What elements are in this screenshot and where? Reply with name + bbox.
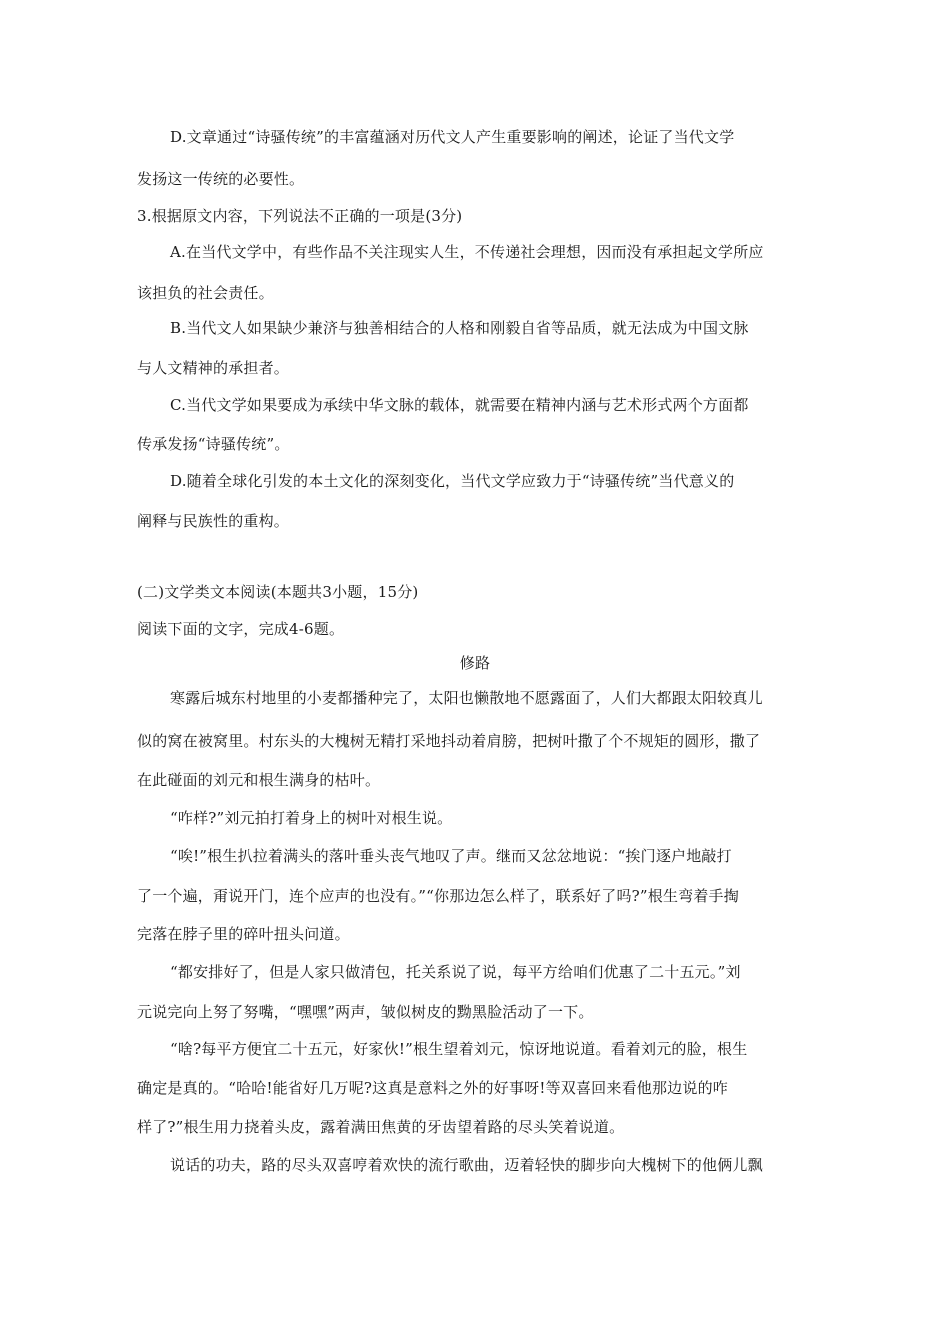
q3-option-a-line-2: 该担负的社会责任。	[137, 284, 274, 302]
story-paragraph-line: 元说完向上努了努嘴，“嘿嘿”两声，皱似树皮的黝黑脸活动了一下。	[137, 1003, 594, 1021]
story-paragraph-line: “唉!”根生扒拉着满头的落叶垂头丧气地叹了声。继而又忿忿地说：“挨门逐户地敲打	[170, 847, 732, 865]
option-d-line-2: 发扬这一传统的必要性。	[137, 170, 305, 188]
story-paragraph-line: “啥?每平方便宜二十五元，好家伙!”根生望着刘元，惊讶地说道。看着刘元的脸，根生	[170, 1040, 748, 1058]
story-paragraph-line: 说话的功夫，路的尽头双喜哼着欢快的流行歌曲，迈着轻快的脚步向大槐树下的他俩儿飘	[170, 1156, 763, 1174]
section-heading: (二)文学类文本阅读(本题共3小题，15分)	[137, 583, 419, 601]
question-3-stem: 3.根据原文内容，下列说法不正确的一项是(3分)	[137, 207, 463, 225]
q3-option-c-line-1: C.当代文学如果要成为承续中华文脉的载体，就需要在精神内涵与艺术形式两个方面都	[170, 396, 749, 414]
q3-option-d-line-2: 阐释与民族性的重构。	[137, 512, 290, 530]
q3-option-c-line-2: 传承发扬“诗骚传统”。	[137, 435, 290, 453]
q3-option-d-line-1: D.随着全球化引发的本土文化的深刻变化，当代文学应致力于“诗骚传统”当代意义的	[170, 472, 735, 490]
story-paragraph-line: 确定是真的。“哈哈!能省好几万呢?这真是意料之外的好事呀!等双喜回来看他那边说的咋	[137, 1079, 728, 1097]
story-paragraph-line: 完落在脖子里的碎叶扭头问道。	[137, 925, 350, 943]
story-paragraph-line: 样了?”根生用力挠着头皮，露着满田焦黄的牙齿望着路的尽头笑着说道。	[137, 1118, 625, 1136]
story-title: 修路	[459, 654, 491, 672]
story-paragraph-line: 了一个遍，甭说开门，连个应声的也没有。”“你那边怎么样了，联系好了吗?”根生弯着手掏	[137, 887, 739, 905]
story-paragraph-line: 似的窝在被窝里。村东头的大槐树无精打采地抖动着肩膀，把树叶撒了个不规矩的圆形，撒了	[137, 732, 761, 750]
q3-option-b-line-2: 与人文精神的承担者。	[137, 359, 290, 377]
reading-instruction: 阅读下面的文字，完成4-6题。	[137, 620, 345, 638]
q3-option-b-line-1: B.当代文人如果缺少兼济与独善相结合的人格和刚毅自省等品质，就无法成为中国文脉	[170, 319, 749, 337]
q3-option-a-line-1: A.在当代文学中，有些作品不关注现实人生，不传递社会理想，因而没有承担起文学所应	[170, 243, 764, 261]
story-paragraph-line: 寒露后城东村地里的小麦都播种完了，太阳也懒散地不愿露面了，人们大都跟太阳较真儿	[170, 689, 763, 707]
story-paragraph-line: “咋样?”刘元拍打着身上的树叶对根生说。	[170, 809, 453, 827]
story-paragraph-line: 在此碰面的刘元和根生满身的枯叶。	[137, 771, 381, 789]
story-paragraph-line: “都安排好了，但是人家只做清包，托关系说了说，每平方给咱们优惠了二十五元。”刘	[170, 963, 741, 981]
option-d-line-1: D.文章通过“诗骚传统”的丰富蕴涵对历代文人产生重要影响的阐述，论证了当代文学	[170, 128, 735, 146]
